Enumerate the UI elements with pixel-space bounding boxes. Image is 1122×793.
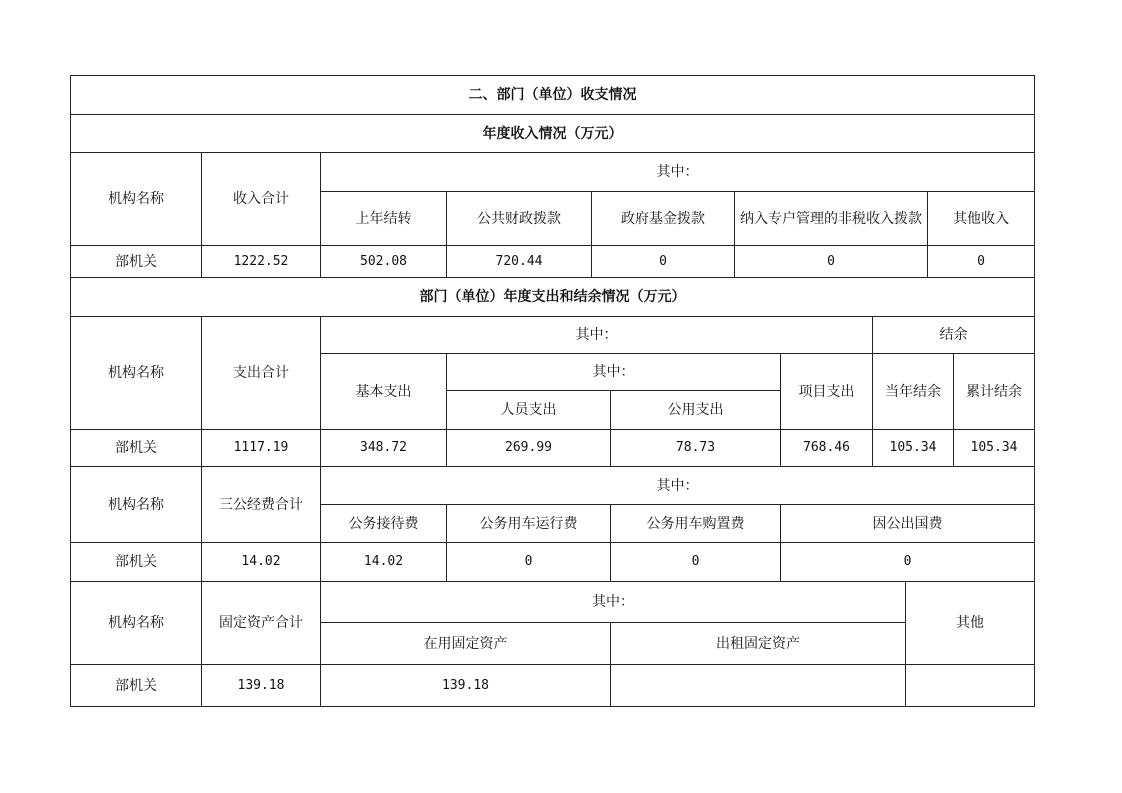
fixed-assets-row-org: 部机关 [70, 664, 202, 707]
expense-row-basic: 348.72 [320, 429, 447, 467]
income-org-header: 机构名称 [70, 152, 202, 246]
fixed-assets-in-use-header: 在用固定资产 [320, 622, 611, 665]
fixed-assets-row-rented [610, 664, 906, 707]
three-public-row-total: 14.02 [201, 542, 321, 582]
income-total-header: 收入合计 [201, 152, 321, 246]
income-nontax-header: 纳入专户管理的非税收入拨款 [734, 191, 928, 246]
income-row-total: 1222.52 [201, 245, 321, 278]
expense-among-header: 其中： [320, 316, 873, 354]
fixed-assets-among-header: 其中： [320, 581, 906, 623]
expense-row-project: 768.46 [780, 429, 873, 467]
three-public-car-purchase-header: 公务用车购置费 [610, 504, 781, 543]
fixed-assets-row-total: 139.18 [201, 664, 321, 707]
expense-org-header: 机构名称 [70, 316, 202, 430]
expense-row-org: 部机关 [70, 429, 202, 467]
expense-row-accum-surplus: 105.34 [953, 429, 1035, 467]
expense-public-use-header: 公用支出 [610, 390, 781, 430]
fixed-assets-total-header: 固定资产合计 [201, 581, 321, 665]
fixed-assets-row-in-use: 139.18 [320, 664, 611, 707]
expense-personnel-header: 人员支出 [446, 390, 611, 430]
three-public-reception-header: 公务接待费 [320, 504, 447, 543]
expense-basic-header: 基本支出 [320, 353, 447, 430]
three-public-row-car-purchase: 0 [610, 542, 781, 582]
expense-total-header: 支出合计 [201, 316, 321, 430]
income-among-header: 其中： [320, 152, 1035, 192]
expense-row-current-surplus: 105.34 [872, 429, 954, 467]
fixed-assets-org-header: 机构名称 [70, 581, 202, 665]
expense-row-public-use: 78.73 [610, 429, 781, 467]
expense-accum-surplus-header: 累计结余 [953, 353, 1035, 430]
section-title: 二、部门（单位）收支情况 [70, 75, 1035, 115]
three-public-among-header: 其中： [320, 466, 1035, 505]
income-row-gov-fund: 0 [591, 245, 735, 278]
income-title: 年度收入情况（万元） [70, 114, 1035, 153]
income-row-public-finance: 720.44 [446, 245, 592, 278]
income-row-org: 部机关 [70, 245, 202, 278]
income-gov-fund-header: 政府基金拨款 [591, 191, 735, 246]
fixed-assets-other-header: 其他 [905, 581, 1035, 665]
fixed-assets-row-other [905, 664, 1035, 707]
expense-project-header: 项目支出 [780, 353, 873, 430]
revenue-expenditure-table [70, 75, 1035, 707]
income-carryover-header: 上年结转 [320, 191, 447, 246]
three-public-org-header: 机构名称 [70, 466, 202, 543]
fixed-assets-rented-header: 出租固定资产 [610, 622, 906, 665]
three-public-total-header: 三公经费合计 [201, 466, 321, 543]
three-public-car-operation-header: 公务用车运行费 [446, 504, 611, 543]
three-public-row-org: 部机关 [70, 542, 202, 582]
three-public-row-reception: 14.02 [320, 542, 447, 582]
expense-current-surplus-header: 当年结余 [872, 353, 954, 430]
expense-row-total: 1117.19 [201, 429, 321, 467]
income-row-other: 0 [927, 245, 1035, 278]
expense-surplus-header: 结余 [872, 316, 1035, 354]
three-public-overseas-header: 因公出国费 [780, 504, 1035, 543]
expense-row-personnel: 269.99 [446, 429, 611, 467]
expense-title: 部门（单位）年度支出和结余情况（万元） [70, 277, 1035, 317]
expense-basic-among-header: 其中： [446, 353, 781, 391]
income-public-finance-header: 公共财政拨款 [446, 191, 592, 246]
income-row-carryover: 502.08 [320, 245, 447, 278]
three-public-row-car-operation: 0 [446, 542, 611, 582]
three-public-row-overseas: 0 [780, 542, 1035, 582]
income-other-header: 其他收入 [927, 191, 1035, 246]
income-row-nontax: 0 [734, 245, 928, 278]
